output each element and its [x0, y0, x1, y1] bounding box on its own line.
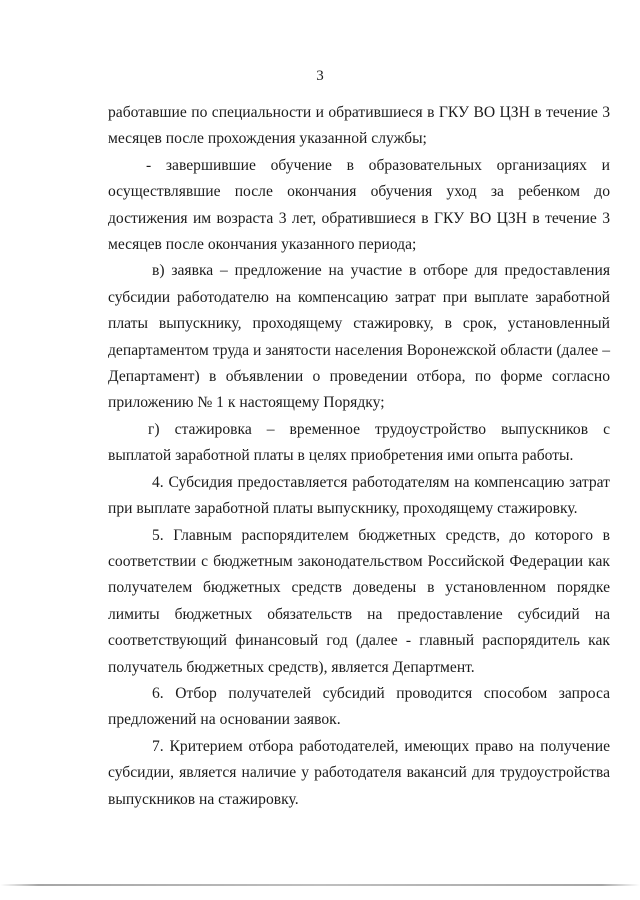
paragraph-clause-6: 6. Отбор получателей субсидий проводится способом запроса предложений на основании заявок. — [108, 684, 610, 729]
paragraph-clause-7: 7. Критерием отбора работодателей, имеющих право на получение субсидии, является наличие у работодателя вакансий для трудоустройства выпускников на стажировку. — [108, 737, 610, 808]
page-number: 3 — [316, 68, 324, 84]
paragraph-dash-item: - завершившие обучение в образовательных организациях и осуществлявшие после окончания обучения уход за ребенком до достижения им возраста 3 лет, обратившиеся в ГКУ ВО ЦЗН в течение 3 месяцев после окончания указанного периода; — [108, 156, 610, 254]
paragraph-clause-4: 4. Субсидия предоставляется работодателям на компенсацию затрат при выплате заработной платы выпускнику, проходящему стажировку. — [108, 473, 610, 518]
paragraph-clause-5: 5. Главным распорядителем бюджетных средств, до которого в соответствии с бюджетным законодательством Российской Федерации как получателем бюджетных средств доведены в установленном порядке лимиты бюджетных обязательств на предоставление субсидий на соответствующий финансовый год (далее - главный распорядитель как получатель бюджетных средств), является Департмент. — [108, 526, 610, 676]
document-body — [108, 100, 610, 813]
paragraph-item-g: г) стажировка – временное трудоустройство выпускников с выплатой заработной платы в целях приобретения ими опыта работы. — [108, 420, 610, 465]
paragraph-item-v: в) заявка – предложение на участие в отборе для предоставления субсидии работодателю на компенсацию затрат при выплате заработной платы выпускнику, проходящему стажировку, в срок, установленный департаментом труда и занятости населения Воронежской области (далее – Департамент) в объявлении о проведении отбора, по форме согласно приложению № 1 к настоящему Порядку; — [108, 262, 610, 412]
paragraph-continuation: работавшие по специальности и обратившиеся в ГКУ ВО ЦЗН в течение 3 месяцев после прохождения указанной службы; — [108, 104, 610, 148]
scan-edge-line — [0, 884, 640, 886]
